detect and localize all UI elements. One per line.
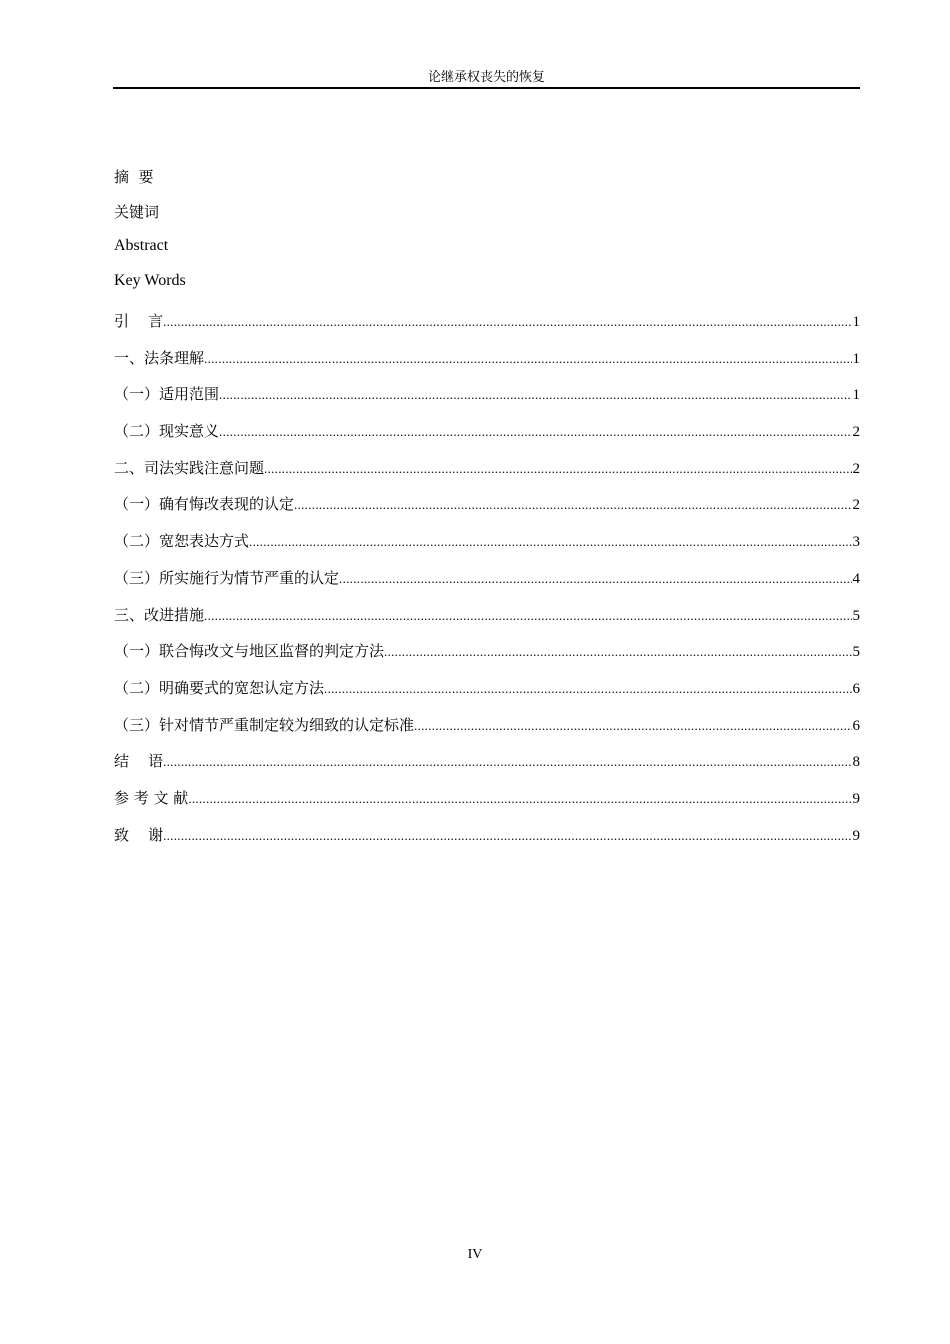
toc-entry-title: 引 言 [114,312,164,330]
toc-entry-title: （二）明确要式的宽恕认定方法 [114,678,325,697]
toc-entry-page: 3 [852,534,860,551]
table-of-contents [114,309,860,859]
toc-entry-title: 三、改进措施 [114,605,205,624]
toc-entry-page: 1 [852,387,860,404]
toc-entry-page: 2 [852,460,860,477]
toc-entry-title: （一）联合悔改文与地区监督的判定方法 [114,642,385,661]
toc-entry[interactable] [114,566,860,603]
dot-leader [219,383,851,407]
toc-entry-title: （二）宽恕表达方式 [114,532,250,551]
front-item-label: Key Words [114,271,186,289]
front-item-label: Abstract [114,237,169,254]
dot-leader [249,530,851,554]
toc-entry-title: 一、法条理解 [114,348,205,367]
dot-leader [384,640,851,664]
dot-leader [163,310,851,334]
dot-leader [163,824,851,848]
toc-entry-page: 1 [852,350,860,367]
toc-entry[interactable] [114,456,860,493]
toc-entry-title: （三）所实施行为情节严重的认定 [114,568,340,587]
dot-leader [163,750,851,774]
toc-entry-title: 二、司法实践注意问题 [114,458,265,477]
dot-leader [219,420,851,444]
front-item-label: 关键词 [114,202,160,221]
dot-leader [324,677,851,701]
front-item-abstract-en [114,234,186,269]
dot-leader [188,787,851,811]
dot-leader [339,567,851,591]
front-item-keywords-en [114,269,186,304]
toc-entry[interactable] [114,419,860,456]
toc-entry-title: （一）确有悔改表现的认定 [114,495,295,514]
dot-leader [204,604,851,628]
dot-leader [204,347,851,371]
toc-entry[interactable] [114,382,860,419]
toc-entry-title: 致 谢 [114,825,164,844]
toc-entry-page: 6 [852,717,860,734]
toc-entry[interactable] [114,639,860,676]
toc-entry-title: （三）针对情节严重制定较为细致的认定标准 [114,715,415,734]
toc-entry[interactable] [114,823,860,860]
toc-entry-title: （一）适用范围 [114,385,220,404]
toc-entry-page: 5 [852,607,860,624]
toc-entry-page: 9 [852,790,860,807]
toc-entry-page: 1 [852,314,860,330]
toc-entry-title: 结 语 [114,752,164,771]
toc-entry[interactable] [114,492,860,529]
toc-entry-page: 2 [852,424,860,441]
running-header [113,66,860,89]
header-title: 论继承权丧失的恢复 [427,70,545,85]
front-item-label: 摘 要 [114,168,154,186]
front-item-keywords-cn [114,200,186,235]
front-matter-list [114,165,186,303]
toc-entry[interactable] [114,346,860,383]
dot-leader [414,714,851,738]
toc-entry[interactable] [114,749,860,786]
toc-entry-title: （二）现实意义 [114,422,220,441]
front-item-abstract-cn [114,165,186,200]
toc-entry[interactable] [114,309,860,346]
page-number: IV [467,1247,483,1262]
toc-entry-page: 2 [852,497,860,514]
toc-entry-page: 9 [852,827,860,844]
dot-leader [264,457,851,481]
toc-entry-page: 4 [852,570,860,587]
toc-entry[interactable] [114,529,860,566]
toc-entry-page: 6 [852,680,860,697]
toc-entry-page: 5 [852,644,860,661]
toc-entry-page: 8 [852,754,860,771]
toc-entry[interactable] [114,603,860,640]
toc-entry-title: 参 考 文 献 [114,788,189,807]
toc-entry[interactable] [114,786,860,823]
toc-entry[interactable] [114,676,860,713]
toc-entry[interactable] [114,713,860,750]
dot-leader [294,493,851,517]
